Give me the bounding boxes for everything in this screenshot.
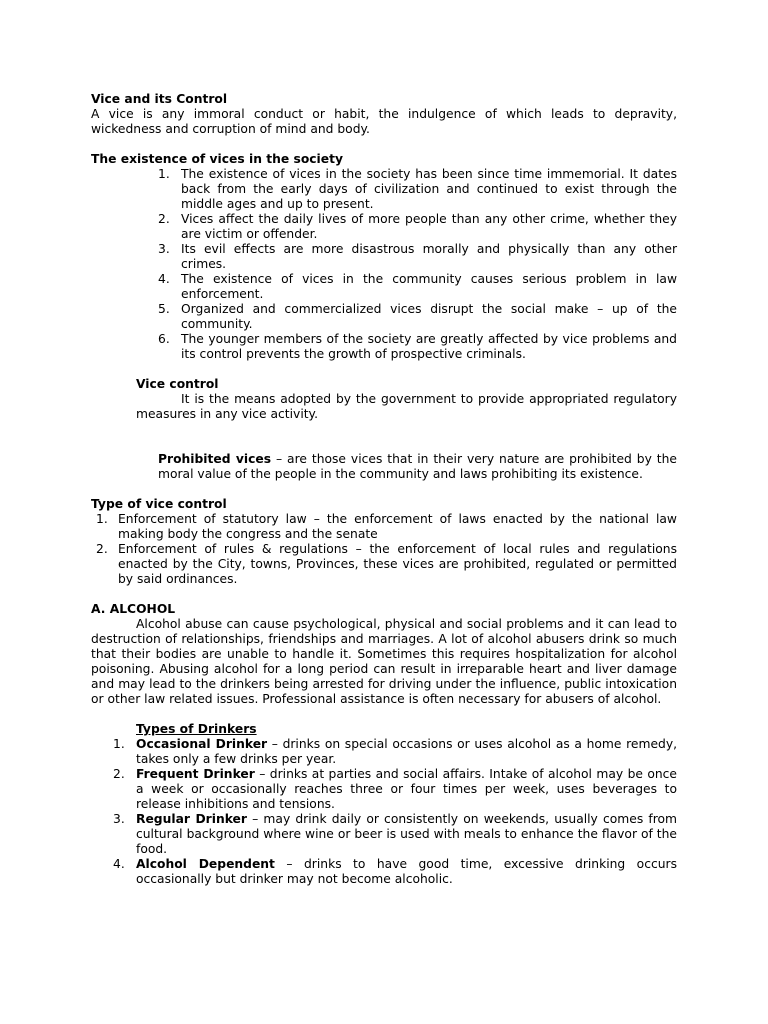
list-item: 6. The younger members of the society are greatly affected by vice problems and its control prevents the growth of prospective criminals. <box>158 332 677 361</box>
prohibited-vices-paragraph <box>158 452 677 482</box>
type-of-vice-control-heading: Type of vice control <box>91 497 227 511</box>
vice-definition: A vice is any immoral conduct or habit, the indulgence of which leads to depravity, wickedness and corruption of mind and body. <box>91 107 677 136</box>
drinker-type-term: Occasional Drinker <box>136 737 268 751</box>
alcohol-paragraph: Alcohol abuse can cause psychological, physical and social problems and it can lead to destruction of relationships, friendships and marriages. A lot of alcohol abusers drink so much that their bodies are unable to handle it. Sometimes this requires hospitalization for alcohol poisoning. Abusing alcohol for a long period can result in irreparable heart and liver damage and may lead to the drinkers being arrested for driving under the influence, public intoxication or other law related issues. Professional assistance is often necessary for abusers of alcohol. <box>91 617 677 706</box>
existence-heading: The existence of vices in the society <box>91 152 344 166</box>
alcohol-heading: A. ALCOHOL <box>91 602 176 616</box>
prohibited-vices-term: Prohibited vices <box>158 452 272 466</box>
drinker-type-term: Frequent Drinker <box>136 767 255 781</box>
list-item: 2. Frequent Drinker – drinks at parties and social affairs. Intake of alcohol may be once a week or occasionally reaches three or four times per week, uses beverages to release inhibitions and tensions. <box>113 767 677 811</box>
document-title: Vice and its Control <box>91 92 228 106</box>
existence-list <box>91 167 677 362</box>
list-item: 2. Vices affect the daily lives of more people than any other crime, whether they are victim or offender. <box>158 212 677 241</box>
list-item: 3. Regular Drinker – may drink daily or consistently on weekends, usually comes from cultural background where wine or beer is used with meals to enhance the flavor of the food. <box>113 812 677 856</box>
types-of-drinkers-heading: Types of Drinkers <box>136 722 257 736</box>
drinker-types-list <box>91 737 677 887</box>
drinker-type-term: Alcohol Dependent <box>136 857 275 871</box>
list-item: 1. Occasional Drinker – drinks on special occasions or uses alcohol as a home remedy, takes only a few drinks per year. <box>113 737 678 766</box>
prohibited-vices-text: – are those vices that in their very nature are prohibited by the moral value of the people in the community and laws prohibiting its existence. <box>158 452 677 481</box>
list-item: 4. The existence of vices in the community causes serious problem in law enforcement. <box>158 272 677 301</box>
list-item: 3. Its evil effects are more disastrous morally and physically than any other crimes. <box>158 242 677 271</box>
vice-control-type-list <box>91 512 677 587</box>
list-item: 2. Enforcement of rules & regulations – the enforcement of local rules and regulations enacted by the City, towns, Provinces, these vices are prohibited, regulated or permitted by said ordinances. <box>96 542 677 586</box>
list-item: 5. Organized and commercialized vices disrupt the social make – up of the community. <box>158 302 677 331</box>
list-item: 4. Alcohol Dependent – drinks to have good time, excessive drinking occurs occasionally but drinker may not become alcoholic. <box>113 857 677 886</box>
list-item: 1. The existence of vices in the society has been since time immemorial. It dates back from the early days of civilization and continued to exist through the middle ages and up to present. <box>158 167 677 211</box>
vice-control-heading: Vice control <box>136 377 219 391</box>
list-item: 1. Enforcement of statutory law – the enforcement of laws enacted by the national law making body the congress and the senate <box>96 512 677 541</box>
document-body <box>91 92 677 887</box>
vice-control-text: It is the means adopted by the government to provide appropriated regulatory measures in any vice activity. <box>136 392 677 421</box>
drinker-type-term: Regular Drinker <box>136 812 247 826</box>
